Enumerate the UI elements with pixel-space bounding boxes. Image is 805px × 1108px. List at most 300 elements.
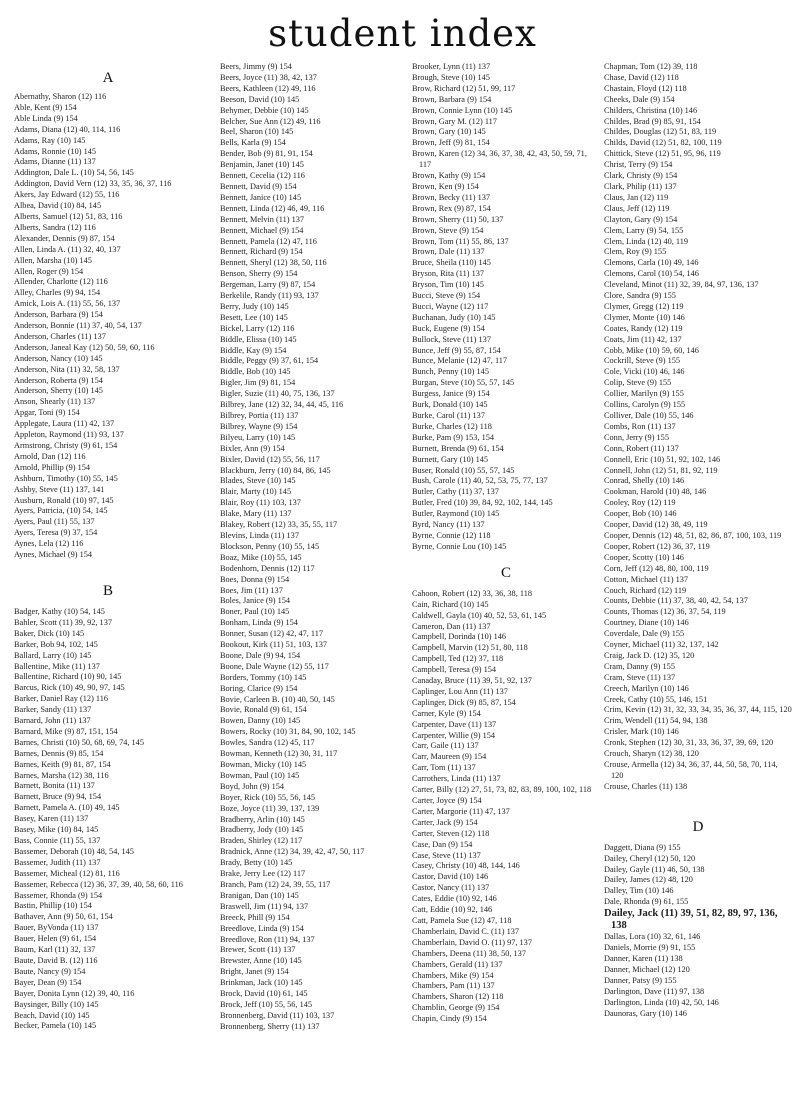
- index-entry: Castor, Nancy (11) 137: [412, 883, 490, 893]
- index-entry: Brock, David (10) 61, 145: [220, 989, 308, 999]
- index-entry: Arnold, Phillip (9) 154: [14, 462, 91, 472]
- index-entry: Boyer, Rick (10) 55, 56, 145: [220, 792, 316, 802]
- index-entry: Darlington, Linda (10) 42, 50, 146: [604, 997, 719, 1007]
- index-entry: Cookman, Harold (10) 48, 146: [604, 487, 707, 497]
- index-entry: Crouch, Sharyn (12) 38, 120: [604, 749, 699, 759]
- index-column-2: [220, 60, 408, 1033]
- index-entry: Besett, Lee (10) 145: [220, 312, 288, 322]
- index-entry: Brown, Steve (9) 154: [412, 225, 484, 235]
- spacer: [14, 60, 202, 70]
- index-entry: Brown, Ken (9) 154: [412, 181, 479, 191]
- index-entry: Conn, Robert (11) 137: [604, 443, 679, 453]
- index-entry: Bradnick, Anne (12) 34, 39, 42, 47, 50, 117: [220, 847, 365, 857]
- index-entry: Allen, Roger (9) 154: [14, 266, 84, 276]
- index-entry: Beeson, David (10) 145: [220, 94, 300, 104]
- index-entry: Breedlove, Linda (9) 154: [220, 923, 304, 933]
- index-entry: Brow, Richard (12) 51, 99, 117: [412, 83, 516, 93]
- index-entry: Claus, Jan (12) 119: [604, 192, 669, 202]
- index-entry: Brooker, Lynn (11) 137: [412, 62, 491, 71]
- index-entry: Chambers, Deena (11) 38, 50, 137: [412, 948, 526, 958]
- index-entry: Bowman, Kenneth (12) 30, 31, 117: [220, 749, 338, 759]
- index-entry: Counts, Debbie (11) 37, 38, 40, 42, 54, 137: [604, 596, 748, 606]
- index-entry: Ausburn, Ronald (10) 97, 145: [14, 495, 114, 505]
- index-entry: Bigler, Suzie (11) 40, 75, 136, 137: [220, 389, 335, 399]
- index-entry: Beers, Kathleen (12) 49, 116: [220, 83, 316, 93]
- index-entry: Chastain, Floyd (12) 118: [604, 83, 687, 93]
- index-entry: Buchanan, Judy (10) 145: [412, 312, 496, 322]
- index-entry: Bronnenberg, Sherry (11) 137: [220, 1021, 320, 1031]
- index-entry: Beach, David (10) 145: [14, 1010, 90, 1020]
- index-entry: Bowers, Rocky (10) 31, 84, 90, 102, 145: [220, 727, 356, 737]
- index-entry: Butler, Fred (10) 39, 84, 92, 102, 144, 145: [412, 498, 553, 508]
- index-entry: Carpenter, Willie (9) 154: [412, 730, 496, 740]
- index-entry: Ballentine, Richard (10) 90, 145: [14, 672, 122, 682]
- index-entry: Abernathy, Sharon (12) 116: [14, 92, 107, 101]
- index-entry: Biddle, Bob (10) 145: [220, 367, 291, 377]
- index-column-3: [412, 60, 600, 1025]
- index-entry: Bauer, ByVonda (11) 137: [14, 923, 99, 933]
- index-entry: Boone, Dale Wayne (12) 55, 117: [220, 661, 329, 671]
- index-entry: Combs, Ron (11) 137: [604, 421, 676, 431]
- index-entry: Carr, Gaile (11) 137: [412, 741, 479, 751]
- index-entry: Brewster, Anne (10) 145: [220, 956, 302, 966]
- index-entry: Bennett, Michael (9) 154: [220, 225, 304, 235]
- index-entry: Brown, Gary M. (12) 117: [412, 116, 497, 126]
- index-entry: Cooper, Scotty (10) 146: [604, 552, 684, 562]
- index-entry: Allen, Linda A. (11) 32, 40, 137: [14, 244, 121, 254]
- index-entry: Colip, Steve (9) 155: [604, 378, 672, 388]
- index-entry: Clark, Christy (9) 154: [604, 171, 678, 181]
- index-entry: Cram, Steve (11) 137: [604, 672, 676, 682]
- index-entry: Clayton, Gary (9) 154: [604, 214, 678, 224]
- index-entry: Adams, Dianne (11) 137: [14, 157, 96, 167]
- index-entry: Barnett, Bruce (9) 94, 154: [14, 792, 102, 802]
- index-entry: Carter, Jack (9) 154: [412, 817, 478, 827]
- index-entry: Bennett, David (9) 154: [220, 181, 297, 191]
- index-entry: Bennett, Janice (10) 145: [220, 192, 302, 202]
- index-entry: Bahler, Scott (11) 39, 92, 137: [14, 617, 112, 627]
- index-entry: Branch, Pam (12) 24, 39, 55, 117: [220, 879, 331, 889]
- index-entry: Bodenhorn, Dennis (12) 117: [220, 563, 315, 573]
- index-entry: Bender, Bob (9) 81, 91, 154: [220, 149, 313, 159]
- index-entry: Clymer, Monte (10) 146: [604, 312, 685, 322]
- index-entry: Bassemer, Rebecca (12) 36, 37, 39, 40, 58, 60, 116: [14, 879, 183, 889]
- index-entry: Collins, Carolyn (9) 155: [604, 400, 686, 410]
- section-letter-d: D: [692, 818, 704, 835]
- spacer: [412, 581, 600, 589]
- index-entry: Burgess, Janice (9) 154: [412, 389, 490, 399]
- index-entry: Conn, Jerry (9) 155: [604, 432, 669, 442]
- index-entry: Apgar, Toni (9) 154: [14, 408, 80, 418]
- index-entry: Ayers, Paul (11) 55, 137: [14, 517, 95, 527]
- index-entry: Brewer, Scott (11) 137: [220, 945, 296, 955]
- page-title: student index: [268, 12, 537, 55]
- index-entry: Caldwell, Gayla (10) 40, 52, 53, 61, 145: [412, 610, 547, 620]
- index-entry: Bovie, Carleen B. (10) 40, 50, 145: [220, 694, 335, 704]
- index-entry: Bowman, Paul (10) 145: [220, 770, 300, 780]
- index-entry: Carr, Maureen (9) 154: [412, 752, 487, 762]
- index-entry: Ayers, Teresa (9) 37, 154: [14, 528, 98, 538]
- index-entry: Courtney, Diane (10) 146: [604, 618, 689, 628]
- index-entry: Crim, Kevin (12) 31, 32, 33, 34, 35, 36, 37, 44, 115, 120: [604, 705, 792, 715]
- index-entry: Barnard, John (11) 137: [14, 716, 91, 726]
- index-entry: Anderson, Bonnie (11) 37, 40, 54, 137: [14, 321, 142, 331]
- index-entry: Casey, Christy (10) 48, 144, 146: [412, 861, 520, 871]
- index-entry: Basey, Karen (11) 137: [14, 814, 89, 824]
- index-entry: Alexander, Dennis (9) 87, 154: [14, 233, 115, 243]
- index-entry: Cooley, Roy (12) 119: [604, 498, 676, 508]
- spacer: [14, 561, 202, 583]
- index-entry: Brady, Betty (10) 145: [220, 858, 293, 868]
- index-entry: Biddle, Peggy (9) 37, 61, 154: [220, 356, 319, 366]
- index-entry: Brock, Jeff (10) 55, 56, 145: [220, 999, 313, 1009]
- index-entry: Addington, Dale L. (10) 54, 56, 145: [14, 168, 134, 178]
- index-entry: Bilbrey, Portia (11) 137: [220, 411, 299, 420]
- index-entry: Bucci, Steve (9) 154: [412, 291, 481, 301]
- index-entry: Barker, Sandy (11) 137: [14, 705, 92, 715]
- index-entry: Barker, Daniel Ray (12) 116: [14, 694, 109, 704]
- index-entry: Bergeman, Larry (9) 87, 154: [220, 280, 316, 290]
- index-entry: Boles, Janice (9) 154: [220, 596, 291, 606]
- index-entry: Bickel, Larry (12) 116: [220, 323, 295, 333]
- index-entry: Brown, Gary (10) 145: [412, 127, 486, 137]
- index-entry: Bayer, Dean (9) 154: [14, 977, 82, 987]
- index-entry: Ashby, Steve (11) 137, 141: [14, 484, 105, 494]
- index-entry: Childs, David (12) 51, 82, 100, 119: [604, 138, 722, 148]
- section-letter-a: A: [102, 70, 114, 86]
- index-entry: Chamblin, George (9) 154: [412, 1003, 500, 1013]
- index-entry: Carter, Joyce (9) 154: [412, 796, 482, 805]
- index-entry: Berkelile, Randy (11) 93, 137: [220, 291, 319, 301]
- index-entry: Clemons, Carla (10) 49, 146: [604, 258, 699, 268]
- index-entry: Addington, David Vern (12) 33, 35, 36, 37, 116: [14, 179, 172, 189]
- index-entry: Blades, Steve (10) 145: [220, 476, 296, 486]
- index-entry: Becker, Pamela (10) 145: [14, 1021, 97, 1031]
- index-entry: Craig, Jack D. (12) 35, 120: [604, 650, 695, 660]
- index-entry: Barnes, Christi (10) 50, 68, 69, 74, 145: [14, 737, 144, 747]
- index-entry: Clem, Linda (12) 40, 119: [604, 236, 689, 246]
- index-entry: Cameron, Dan (11) 137: [412, 621, 491, 631]
- index-entry: Bonner, Susan (12) 42, 47, 117: [220, 629, 324, 639]
- index-entry: Caplinger, Dick (9) 85, 87, 154: [412, 697, 516, 707]
- index-entry: Burke, Charles (12) 118: [412, 421, 492, 431]
- index-entry: Bush, Carole (11) 40, 52, 53, 75, 77, 137: [412, 476, 548, 486]
- index-entry: Collier, Marilyn (9) 155: [604, 389, 684, 399]
- index-entry: Dalley, Tim (10) 146: [604, 886, 674, 896]
- index-entry: Bovie, Ronald (9) 61, 154: [220, 705, 307, 715]
- index-entry: Daniels, Morrie (9) 91, 155: [604, 943, 696, 953]
- index-entry: Basey, Mike (10) 84, 145: [14, 825, 99, 835]
- index-entry: Bennett, Sheryl (12) 38, 50, 116: [220, 258, 327, 268]
- index-entry: Darlington, Dave (11) 97, 138: [604, 986, 705, 996]
- index-entry: Dailey, Jack (11) 39, 51, 82, 89, 97, 136, 138: [604, 908, 778, 932]
- index-entry: Baute, Nancy (9) 154: [14, 966, 86, 976]
- index-entry: Brinkman, Jack (10) 145: [220, 978, 303, 988]
- index-entry: Bunch, Penny (10) 145: [412, 367, 489, 377]
- spacer: [412, 553, 600, 565]
- index-entry: Bayer, Donita Lynn (12) 39, 40, 116: [14, 988, 135, 998]
- index-entry: Cahoon, Robert (12) 33, 36, 38, 118: [412, 588, 532, 598]
- index-entry: Baysinger, Billy (10) 145: [14, 999, 99, 1009]
- index-entry: Byrne, Connie Lou (10) 145: [412, 541, 507, 551]
- index-column-1: [14, 60, 202, 1032]
- index-entry: Blair, Marty (10) 145: [220, 487, 292, 497]
- index-entry: Badger, Kathy (10) 54, 145: [14, 606, 105, 616]
- index-entry: Bassemer, Micheal (12) 81, 116: [14, 868, 120, 878]
- index-entry: Cooper, Robert (12) 36, 37, 119: [604, 541, 710, 551]
- index-entry: Anderson, Roberta (9) 154: [14, 375, 103, 385]
- index-entry: Bilbrey, Wayne (9) 154: [220, 421, 298, 431]
- index-entry: Bixler, Ann (9) 154: [220, 443, 285, 453]
- index-entry: Beel, Sharon (10) 145: [220, 127, 294, 137]
- index-entry: Burk, Donald (10) 145: [412, 400, 488, 410]
- index-entry: Arnold, Dan (12) 116: [14, 451, 86, 461]
- index-entry: Butler, Raymond (10) 145: [412, 509, 500, 519]
- index-entry: Burnett, Brenda (9) 61, 154: [412, 443, 504, 453]
- index-entry: Albea, David (10) 84, 145: [14, 201, 102, 211]
- index-entry: Bathaver, Ann (9) 50, 61, 154: [14, 912, 113, 922]
- index-entry: Baum, Karl (11) 32, 137: [14, 945, 96, 955]
- index-entry: Bilyeu, Larry (10) 145: [220, 432, 296, 442]
- index-entry: Alley, Charles (9) 94, 154: [14, 288, 101, 298]
- index-entry: Biddle, Elissa (10) 145: [220, 334, 297, 344]
- index-entry: Clemons, Carol (10) 54, 146: [604, 269, 699, 279]
- index-entry: Carner, Kyle (9) 154: [412, 708, 481, 718]
- index-entry: Bowman, Micky (10) 145: [220, 760, 307, 769]
- index-entry: Claus, Jeff (12) 119: [604, 203, 670, 213]
- index-entry: Blakey, Robert (12) 33, 35, 55, 117: [220, 520, 338, 530]
- index-entry: Bradberry, Arlin (10) 145: [220, 814, 305, 824]
- index-entry: Ballard, Larry (10) 145: [14, 650, 92, 660]
- index-entry: Cole, Vicki (10) 46, 146: [604, 367, 685, 377]
- index-entry: Bruce, Sheila (110) 145: [412, 258, 491, 268]
- index-entry: Bassemer, Judith (11) 137: [14, 857, 101, 867]
- index-entry: Brough, Steve (10) 145: [412, 72, 490, 82]
- index-entry: Bixler, David (12) 55, 56, 117: [220, 454, 320, 464]
- index-entry: Carter, Billy (12) 27, 51, 73, 82, 83, 89, 100, 102, 118: [412, 785, 592, 795]
- index-entry: Clore, Sandra (9) 155: [604, 291, 676, 301]
- index-entry: Bronnenberg, David (11) 103, 137: [220, 1010, 335, 1020]
- section-letter-b: B: [102, 582, 113, 599]
- index-entry: Bassemer, Rhonda (9) 154: [14, 890, 103, 900]
- index-entry: Clymer, Gregg (12) 119: [604, 301, 684, 311]
- index-entry: Beers, Joyce (11) 38, 42, 137: [220, 72, 317, 82]
- index-entry: Brown, Dale (11) 137: [412, 247, 485, 257]
- index-entry: Belcher, Sue Ann (12) 49, 116: [220, 116, 321, 126]
- index-entry: Blackburn, Jerry (10) 84, 86, 145: [220, 465, 331, 475]
- index-entry: Baker, Dick (10) 145: [14, 628, 85, 638]
- index-entry: Bowen, Danny (10) 145: [220, 716, 301, 726]
- spacer: [604, 835, 792, 843]
- index-entry: Biddle, Kay (9) 154: [220, 345, 287, 355]
- index-entry: Bunce, Jeff (9) 55, 87, 154: [412, 345, 501, 355]
- index-entry: Bastin, Phillip (10) 154: [14, 901, 92, 911]
- index-entry: Bass, Connie (11) 55, 137: [14, 836, 101, 845]
- index-entry: Cates, Eddie (10) 92, 146: [412, 894, 497, 904]
- index-entry: Ballentine, Mike (11) 137: [14, 661, 100, 671]
- index-entry: Childes, Douglas (12) 51, 83, 119: [604, 127, 717, 137]
- index-entry: Burgan, Steve (10) 55, 57, 145: [412, 378, 515, 388]
- index-entry: Colliver, Dale (10) 55, 146: [604, 411, 694, 420]
- index-entry: Crouse, Armella (12) 34, 36, 37, 44, 50, 58, 70, 114, 120: [604, 760, 778, 780]
- index-entry: Anderson, Barbara (9) 154: [14, 310, 103, 320]
- index-entry: Bells, Karla (9) 154: [220, 138, 286, 148]
- index-entry: Bunce, Melanie (12) 47, 117: [412, 356, 508, 366]
- index-entry: Anson, Shearly (11) 137: [14, 397, 96, 407]
- index-entry: Barker, Bob 94, 102, 145: [14, 639, 98, 649]
- index-entry: Dailey, Cheryl (12) 50, 120: [604, 853, 696, 863]
- index-entry: Barnard, Mike (9) 87, 151, 154: [14, 726, 118, 736]
- index-entry: Campbell, Teresa (9) 154: [412, 665, 497, 675]
- index-entry: Cooper, Bob (10) 146: [604, 509, 677, 519]
- index-entry: Anderson, Charles (11) 137: [14, 331, 106, 341]
- index-entry: Brown, Kathy (9) 154: [412, 171, 486, 181]
- index-entry: Christ, Terry (9) 154: [604, 160, 673, 170]
- index-entry: Barnes, Keith (9) 81, 87, 154: [14, 759, 111, 769]
- index-entry: Campbell, Dorinda (10) 146: [412, 632, 507, 642]
- index-entry: Alberts, Samuel (12) 51, 83, 116: [14, 211, 123, 221]
- index-entry: Buser, Ronald (10) 55, 57, 145: [412, 465, 515, 475]
- index-entry: Cheeks, Dale (9) 154: [604, 94, 675, 104]
- index-entry: Benson, Sherry (9) 154: [220, 269, 298, 279]
- index-entry: Dale, Rhonda (9) 61, 155: [604, 897, 689, 907]
- index-entry: Chambers, Mike (9) 154: [412, 970, 494, 980]
- index-entry: Behymer, Debbie (10) 145: [220, 105, 309, 115]
- index-entry: Crouse, Charles (11) 138: [604, 781, 688, 791]
- spacer: [604, 793, 792, 819]
- index-entry: Chambers, Sharon (12) 118: [412, 992, 504, 1002]
- index-entry: Benjamin, Janet (10) 145: [220, 160, 304, 170]
- index-entry: Beers, Jimmy (9) 154: [220, 62, 292, 71]
- index-entry: Anderson, Nancy (10) 145: [14, 353, 103, 363]
- index-entry: Crisler, Mark (10) 146: [604, 727, 679, 737]
- index-entry: Brown, Rex (9) 87, 154: [412, 203, 491, 213]
- index-entry: Cain, Richard (10) 145: [412, 599, 489, 609]
- index-entry: Creek, Cathy (10) 55, 146, 151: [604, 694, 708, 704]
- index-entry: Chamberlain, David C. (11) 137: [412, 926, 520, 936]
- section-letter-c: C: [500, 564, 511, 581]
- index-entry: Clem, Larry (9) 54, 155: [604, 225, 684, 235]
- index-entry: Borders, Tommy (10) 145: [220, 672, 307, 682]
- index-entry: Blake, Mary (11) 137: [220, 509, 292, 519]
- index-entry: Bucci, Wayne (12) 117: [412, 301, 489, 311]
- index-entry: Blair, Roy (11) 103, 137: [220, 498, 301, 508]
- index-entry: Carter, Margorie (11) 47, 137: [412, 806, 510, 816]
- index-entry: Connell, John (12) 51, 81, 92, 119: [604, 465, 718, 475]
- index-entry: Aynes, Lela (12) 116: [14, 539, 84, 549]
- index-entry: Baute, David B. (12) 116: [14, 955, 98, 965]
- index-entry: Cooper, David (12) 38, 49, 119: [604, 520, 708, 530]
- index-entry: Bryson, Tim (10) 145: [412, 280, 484, 290]
- index-entry: Coates, Randy (12) 119: [604, 323, 683, 333]
- index-entry: Case, Steve (11) 137: [412, 850, 481, 860]
- index-entry: Crim, Wendell (11) 54, 94, 138: [604, 716, 708, 726]
- index-entry: Childers, Christina (10) 146: [604, 105, 698, 115]
- index-entry: Byrd, Nancy (11) 137: [412, 520, 485, 530]
- index-entry: Carrothers, Linda (11) 137: [412, 774, 501, 784]
- index-entry: Bauer, Helen (9) 61, 154: [14, 934, 97, 944]
- index-entry: Boone, Dale (9) 94, 154: [220, 650, 301, 660]
- index-entry: Boes, Jim (11) 137: [220, 585, 283, 595]
- index-entry: Armstrong, Christy (9) 61, 154: [14, 441, 118, 450]
- index-entry: Cram, Danny (9) 155: [604, 661, 675, 671]
- index-entry: Brown, Connie Lynn (10) 145: [412, 105, 513, 115]
- index-entry: Bassemer, Deborah (10) 48, 54, 145: [14, 846, 134, 856]
- index-entry: Creech, Marilyn (10) 146: [604, 683, 689, 693]
- index-entry: Bullock, Steve (11) 137: [412, 334, 491, 344]
- index-entry: Branigan, Dan (10) 145: [220, 890, 299, 900]
- index-entry: Bennett, Cecelia (12) 116: [220, 171, 305, 181]
- index-entry: Butler, Cathy (11) 37, 137: [412, 487, 499, 497]
- index-entry: Case, Dan (9) 154: [412, 839, 473, 849]
- index-entry: Berry, Judy (10) 145: [220, 301, 289, 311]
- index-entry: Burke, Carol (11) 137: [412, 411, 485, 420]
- index-entry: Breedlove, Ron (11) 94, 137: [220, 934, 315, 944]
- index-entry: Cotton, Michael (11) 137: [604, 574, 689, 584]
- index-entry: Able, Kent (9) 154: [14, 102, 77, 112]
- index-entry: Amick, Lois A. (11) 55, 56, 137: [14, 299, 121, 309]
- index-entry: Barnes, Marsha (12) 38, 116: [14, 770, 109, 780]
- index-entry: Counts, Thomas (12) 36, 37, 54, 119: [604, 607, 726, 617]
- index-entry: Anderson, Janeal Kay (12) 50, 59, 60, 116: [14, 342, 155, 352]
- index-entry: Akers, Jay Edward (12) 55, 116: [14, 190, 120, 200]
- index-entry: Cooper, Dennis (12) 48, 51, 82, 86, 87, 100, 103, 119: [604, 530, 782, 540]
- index-entry: Catt, Pamela Sue (12) 47, 118: [412, 915, 512, 925]
- index-entry: Burke, Pam (9) 153, 154: [412, 432, 495, 442]
- index-entry: Buck, Eugene (9) 154: [412, 323, 485, 333]
- index-entry: Aynes, Michael (9) 154: [14, 550, 93, 560]
- index-entry: Bowles, Sandra (12) 45, 117: [220, 738, 315, 748]
- index-entry: Bookout, Kirk (11) 51, 103, 137: [220, 640, 328, 650]
- index-entry: Carr, Tom (11) 137: [412, 763, 476, 773]
- index-entry: Bonham, Linda (9) 154: [220, 618, 298, 628]
- index-entry: Chamberlain, David O. (11) 97, 137: [412, 937, 532, 947]
- index-entry: Brown, Tom (11) 55, 86, 137: [412, 236, 509, 246]
- index-entry: Bryson, Rita (11) 137: [412, 269, 485, 279]
- spacer: [14, 599, 202, 607]
- index-entry: Bilbrey, Jane (12) 32, 34, 44, 45, 116: [220, 400, 344, 410]
- index-entry: Conrad, Shelly (10) 146: [604, 476, 685, 486]
- index-entry: Alberts, Sandra (12) 116: [14, 222, 96, 232]
- index-entry: Cobb, Mike (10) 59, 60, 146: [604, 345, 699, 355]
- index-entry: Danner, Michael (12) 120: [604, 964, 690, 974]
- index-entry: Carpenter, Dave (11) 137: [412, 719, 497, 729]
- index-entry: Brake, Jerry Lee (12) 117: [220, 869, 306, 879]
- index-entry: Danner, Karen (11) 138: [604, 953, 683, 963]
- index-entry: Barnes, Dennis (9) 85, 154: [14, 748, 104, 758]
- index-entry: Corn, Jeff (12) 48, 80, 100, 119: [604, 563, 709, 573]
- index-entry: Cronk, Stephen (12) 30, 31, 33, 36, 37, 39, 69, 120: [604, 738, 774, 748]
- index-entry: Daunoras, Gary (10) 146: [604, 1008, 687, 1018]
- index-entry: Chase, David (12) 118: [604, 72, 679, 82]
- index-entry: Allender, Charlotte (12) 116: [14, 277, 108, 287]
- index-entry: Brown, Jeff (9) 81, 154: [412, 138, 490, 148]
- index-entry: Appleton, Raymond (11) 93, 137: [14, 430, 124, 440]
- index-entry: Dallas, Lora (10) 32, 61, 146: [604, 932, 701, 942]
- index-entry: Bennett, Pamela (12) 47, 116: [220, 236, 317, 246]
- index-entry: Boring, Clarice (9) 154: [220, 683, 298, 693]
- index-entry: Chittick, Steve (12) 51, 95, 96, 119: [604, 149, 721, 159]
- index-entry: Brown, Sherry (11) 50, 137: [412, 214, 504, 224]
- index-entry: Canaday, Bruce (11) 39, 51, 92, 137: [412, 676, 532, 686]
- index-entry: Connell, Eric (10) 51, 92, 102, 146: [604, 454, 721, 464]
- index-entry: Bennett, Linda (12) 46, 49, 116: [220, 203, 325, 213]
- index-entry: Bradberry, Jody (10) 145: [220, 825, 304, 835]
- index-entry: Chapin, Cindy (9) 154: [412, 1014, 487, 1024]
- index-entry: Childes, Brad (9) 85, 91, 154: [604, 116, 701, 126]
- index-entry: Brown, Karen (12) 34, 36, 37, 38, 42, 43, 50, 59, 71, 117: [412, 149, 587, 170]
- index-entry: Castor, David (10) 146: [412, 872, 489, 882]
